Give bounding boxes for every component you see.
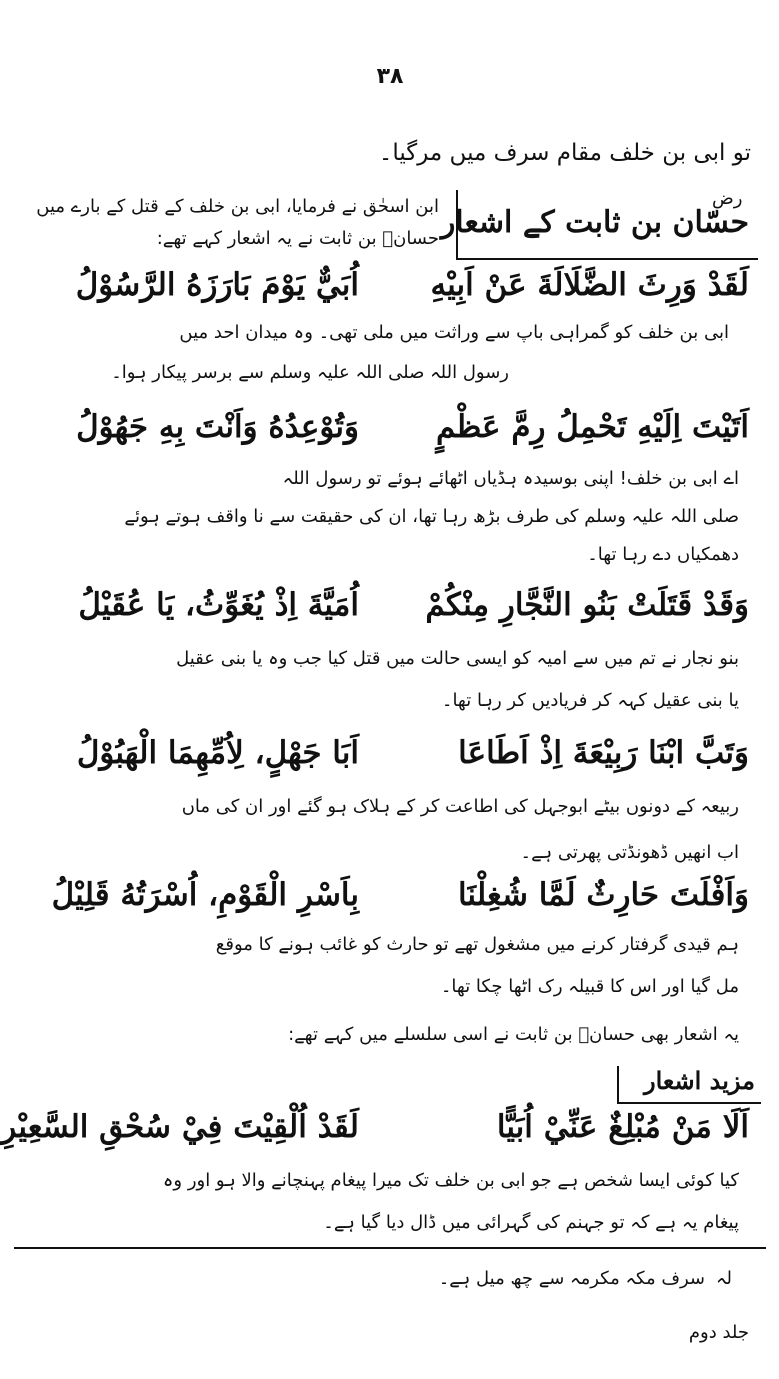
section-intro-line-2: حسانؓ بن ثابت نے یہ اشعار کہے تھے:: [156, 228, 439, 249]
verse-2-left: وَتُوْعِدُهُ وَاَنْتَ بِهِ جَهُوْلُ: [76, 409, 359, 445]
verse-4-right: وَتَبَّ ابْنَا رَبِيْعَةَ اِذْ اَطَاعَا: [458, 735, 749, 771]
verse-5-translation-2: مل گیا اور اس کا قبیلہ رک اٹھا چکا تھا۔: [440, 976, 739, 997]
verse-3-left: اُمَيَّةَ اِذْ يُغَوِّثُ، يَا عُقَيْلُ: [78, 587, 359, 623]
verse-4-left: اَبَا جَهْلٍ، لِاُمِّهِمَا الْهَبُوْلُ: [76, 735, 359, 771]
verse-2-translation-3: دھمکیاں دے رہا تھا۔: [587, 544, 739, 565]
verse-5-left: بِاَسْرِ الْقَوْمِ، اُسْرَتُهُ قَلِيْلُ: [51, 877, 359, 913]
verse-5-translation-1: ہم قیدی گرفتار کرنے میں مشغول تھے تو حارث کو غائب ہونے کا موقع: [215, 934, 739, 955]
closing-line: یہ اشعار بھی حسانؓ بن ثابت نے اسی سلسلے میں کہے تھے:: [288, 1024, 739, 1045]
verse-3-translation-1: بنو نجار نے تم میں سے امیہ کو ایسی حالت میں قتل کیا جب وہ یا بنی عقیل: [176, 648, 739, 669]
verse-4-translation-1: ربیعہ کے دونوں بیٹے ابوجہل کی اطاعت کر کے ہلاک ہو گئے اور ان کی ماں: [181, 796, 739, 817]
verse-4-translation-2: اب انھیں ڈھونڈتی پھرتی ہے۔: [520, 842, 739, 863]
footnote-marker: لہ: [716, 1268, 733, 1289]
verse-1-left: اُبَيٌّ يَوْمَ بَارَزَهُ الرَّسُوْلُ: [75, 267, 359, 303]
verse-5-right: وَاَفْلَتَ حَارِثٌ لَمَّا شُغِلْنَا: [457, 877, 749, 913]
section-intro-line-1: ابن اسحٰق نے فرمایا، ابی بن خلف کے قتل کے بارے میں: [36, 196, 439, 217]
volume-label: جلد دوم: [688, 1322, 749, 1343]
page-number: ۳۸: [376, 64, 404, 89]
footnote-text: سرف مکہ مکرمہ سے چھ میل ہے۔: [438, 1268, 705, 1289]
verse-6-right: اَلَا مَنْ مُبْلِغٌ عَنِّيْ اُبَيًّا: [496, 1109, 749, 1145]
section-heading: حسّان بن ثابت کے اشعار: [440, 205, 749, 240]
intro-line: تو ابی بن خلف مقام سرف میں مرگیا۔: [378, 140, 751, 166]
verse-2-right: اَتَيْتَ اِلَيْهِ تَحْمِلُ رِمَّ عَظْمٍ: [436, 409, 749, 445]
verse-6-translation-2: پیغام یہ ہے کہ تو جہنم کی گہرائی میں ڈال دیا گیا ہے۔: [323, 1212, 739, 1233]
verse-1-translation-2: رسول اللہ صلی اللہ علیہ وسلم سے برسر پیکار ہوا۔: [111, 362, 509, 383]
footnote-rule: [14, 1247, 766, 1249]
verse-2-translation-2: صلی اللہ علیہ وسلم کی طرف بڑھ رہا تھا، ان کی حقیقت سے نا واقف ہوتے ہوئے: [124, 506, 739, 527]
verse-1-right: لَقَدْ وَرِثَ الضَّلَالَةَ عَنْ اَبِيْهِ: [430, 267, 749, 303]
verse-3-translation-2: یا بنی عقیل کہہ کر فریادیں کر رہا تھا۔: [441, 690, 739, 711]
honorific-mark: رض: [712, 188, 743, 209]
verse-1-translation-1: ابی بن خلف کو گمراہی باپ سے وراثت میں ملی تھی۔ وہ میدان احد میں: [179, 322, 729, 343]
verse-3-right: وَقَدْ قَتَلَتْ بَنُو النَّجَّارِ مِنْكُمْ: [425, 587, 749, 623]
verse-2-translation-1: اے ابی بن خلف! اپنی بوسیدہ ہڈیاں اٹھائے ہوئے تو رسول اللہ: [282, 468, 739, 489]
verse-6-left: لَقَدْ اُلْقِيْتَ فِيْ سُحْقِ السَّعِيْرِ: [1, 1109, 359, 1145]
verse-6-translation-1: کیا کوئی ایسا شخص ہے جو ابی بن خلف تک میرا پیغام پہنچانے والا ہو اور وہ: [162, 1170, 739, 1191]
section-2-heading: مزید اشعار: [644, 1066, 755, 1095]
